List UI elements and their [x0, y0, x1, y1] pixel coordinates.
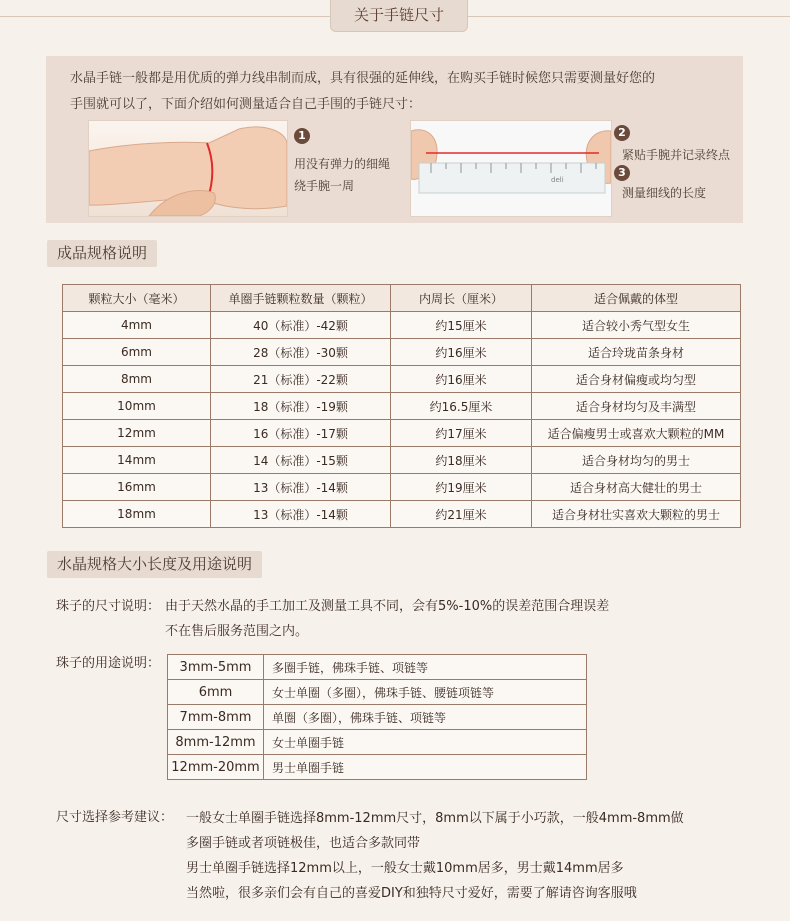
spec-cell-length: 约17厘米 [391, 420, 532, 447]
step-3-caption: 测量细线的长度 [622, 186, 707, 200]
size-line-2: 不在售后服务范围之内。 [165, 624, 309, 639]
table-row [168, 730, 587, 755]
page-title: 关于手链尺寸 [330, 0, 468, 32]
spec-cell-count: 21（标准）-22颗 [211, 366, 391, 393]
spec-cell-size: 18mm [63, 501, 211, 528]
table-row [63, 366, 741, 393]
table-row [168, 705, 587, 730]
usage-cell-size: 3mm-5mm [168, 655, 264, 680]
spec-cell-count: 16（标准）-17颗 [211, 420, 391, 447]
spec-cell-body: 适合身材均匀的男士 [532, 447, 741, 474]
intro-text [70, 66, 720, 118]
ruler-brand: deli [551, 176, 564, 184]
intro-line-2: 手围就可以了，下面介绍如何测量适合自己手围的手链尺寸： [70, 97, 422, 112]
table-row [63, 312, 741, 339]
spec-cell-body: 适合较小秀气型女生 [532, 312, 741, 339]
ruler-photo [410, 120, 612, 217]
spec-cell-length: 约16厘米 [391, 366, 532, 393]
usage-cell-use: 女士单圈（多圈），佛珠手链、腰链项链等 [264, 680, 587, 705]
spec-cell-count: 28（标准）-30颗 [211, 339, 391, 366]
advice-line-4: 当然啦，很多亲们会有自己的喜爱DIY和独特尺寸爱好，需要了解请咨询客服哦 [186, 886, 637, 901]
spec-cell-body: 适合身材偏瘦或均匀型 [532, 366, 741, 393]
spec-cell-count: 40（标准）-42颗 [211, 312, 391, 339]
step-1-line-2: 绕手腕一周 [294, 179, 355, 193]
spec-cell-body: 适合身材高大健壮的男士 [532, 474, 741, 501]
ruler-illustration [411, 121, 611, 216]
spec-cell-body: 适合偏瘦男士或喜欢大颗粒的MM [532, 420, 741, 447]
step-2-number: 2 [614, 125, 630, 141]
table-row [63, 474, 741, 501]
usage-cell-size: 8mm-12mm [168, 730, 264, 755]
spec-cell-length: 约16.5厘米 [391, 393, 532, 420]
spec-cell-body: 适合身材均匀及丰满型 [532, 393, 741, 420]
spec-section-title: 成品规格说明 [47, 240, 157, 267]
spec-cell-length: 约16厘米 [391, 339, 532, 366]
step-3-number: 3 [614, 165, 630, 181]
usage-cell-size: 12mm-20mm [168, 755, 264, 780]
spec-cell-count: 13（标准）-14颗 [211, 501, 391, 528]
usage-cell-use: 单圈（多圈），佛珠手链、项链等 [264, 705, 587, 730]
advice-line-2: 多圈手链或者项链极佳，也适合多款同带 [186, 836, 421, 851]
spec-cell-size: 10mm [63, 393, 211, 420]
step-1-line-1: 用没有弹力的细绳 [294, 157, 391, 171]
usage-cell-size: 6mm [168, 680, 264, 705]
spec-cell-size: 16mm [63, 474, 211, 501]
table-row [168, 755, 587, 780]
table-row [63, 501, 741, 528]
step-1-number: 1 [294, 128, 310, 144]
spec-cell-length: 约19厘米 [391, 474, 532, 501]
spec-cell-length: 约18厘米 [391, 447, 532, 474]
wrist-illustration [89, 121, 287, 216]
usage-cell-use: 女士单圈手链 [264, 730, 587, 755]
advice-text [186, 806, 684, 906]
spec-header-count: 单圈手链颗粒数量（颗粒） [211, 285, 391, 312]
spec-cell-size: 4mm [63, 312, 211, 339]
size-line-1: 由于天然水晶的手工加工及测量工具不同，会有5%-10%的误差范围合理误差 [165, 599, 610, 614]
spec-cell-count: 13（标准）-14颗 [211, 474, 391, 501]
spec-header-row [63, 285, 741, 312]
table-row [63, 339, 741, 366]
advice-line-3: 男士单圈手链选择12mm以上，一般女士戴10mm居多，男士戴14mm居多 [186, 861, 624, 876]
size-label: 珠子的尺寸说明： [56, 599, 161, 614]
spec-cell-size: 6mm [63, 339, 211, 366]
table-row [63, 420, 741, 447]
usage-section-title: 水晶规格大小长度及用途说明 [47, 551, 262, 578]
step-2-caption: 紧贴手腕并记录终点 [622, 148, 731, 162]
spec-cell-size: 8mm [63, 366, 211, 393]
spec-header-body: 适合佩戴的体型 [532, 285, 741, 312]
spec-header-size: 颗粒大小（毫米） [63, 285, 211, 312]
advice-label: 尺寸选择参考建议： [56, 810, 174, 825]
title-line-left [0, 16, 330, 17]
step-1-caption [294, 153, 390, 197]
spec-cell-size: 14mm [63, 447, 211, 474]
spec-table [62, 284, 741, 528]
title-line-right [468, 16, 790, 17]
spec-cell-length: 约21厘米 [391, 501, 532, 528]
spec-cell-count: 14（标准）-15颗 [211, 447, 391, 474]
spec-cell-size: 12mm [63, 420, 211, 447]
spec-cell-length: 约15厘米 [391, 312, 532, 339]
intro-line-1: 水晶手链一般都是用优质的弹力线串制而成，具有很强的延伸线，在购买手链时候您只需要测量好您的 [70, 71, 656, 86]
spec-header-length: 内周长（厘米） [391, 285, 532, 312]
usage-cell-use: 多圈手链，佛珠手链、项链等 [264, 655, 587, 680]
use-label: 珠子的用途说明： [56, 656, 161, 671]
spec-cell-count: 18（标准）-19颗 [211, 393, 391, 420]
usage-cell-size: 7mm-8mm [168, 705, 264, 730]
table-row [168, 680, 587, 705]
usage-table [167, 654, 587, 780]
wrist-string-photo [88, 120, 288, 217]
table-row [168, 655, 587, 680]
table-row [63, 393, 741, 420]
advice-line-1: 一般女士单圈手链选择8mm-12mm尺寸，8mm以下属于小巧款，一般4mm-8mm做 [186, 811, 684, 826]
spec-cell-body: 适合玲珑苗条身材 [532, 339, 741, 366]
table-row [63, 447, 741, 474]
usage-cell-use: 男士单圈手链 [264, 755, 587, 780]
spec-cell-body: 适合身材壮实喜欢大颗粒的男士 [532, 501, 741, 528]
